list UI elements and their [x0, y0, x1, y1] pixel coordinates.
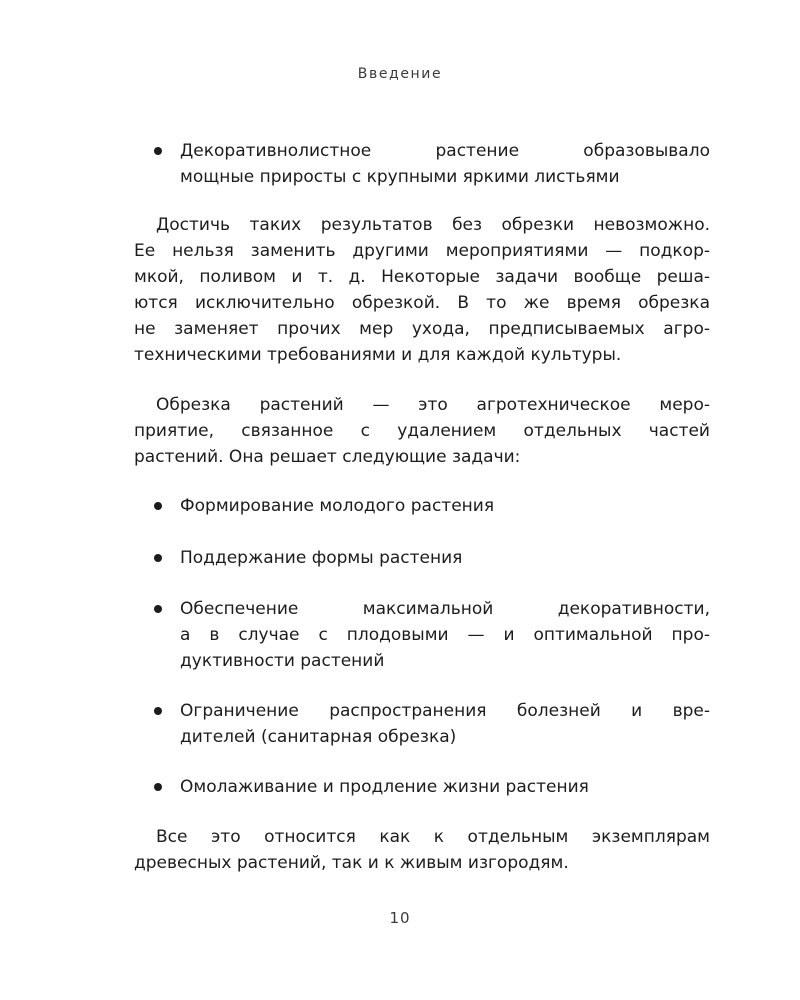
list-item-line: Ограничение распространения болезней и вре-: [180, 701, 710, 721]
bullet-line: мощные приросты с крупными яркими листьями: [180, 167, 620, 187]
bullet-line: Декоративнолистное растение образовывало: [180, 141, 710, 161]
bullet-icon: [154, 147, 162, 155]
list-item-line: Обеспечение максимальной декоративности,: [180, 599, 710, 619]
list-item-line: Формирование молодого растения: [180, 496, 495, 516]
bullet-icon: [154, 605, 162, 613]
paragraph-line: приятие, связанное с удалением отдельных частей: [134, 421, 710, 441]
running-header: Введение: [357, 66, 443, 82]
paragraph-line: мкой, поливом и т. д. Некоторые задачи вообще реша-: [134, 267, 710, 287]
paragraph-line: не заменяет прочих мер ухода, предписываемых агро-: [134, 319, 710, 339]
paragraph-line: Достичь таких результатов без обрезки невозможно.: [156, 215, 710, 235]
paragraph-line: растений. Она решает следующие задачи:: [134, 447, 521, 467]
paragraph-line: древесных растений, так и к живым изгородям.: [134, 853, 569, 873]
paragraph-line: Ее нельзя заменить другими мероприятиями — подкор-: [134, 241, 710, 261]
bullet-icon: [154, 554, 162, 562]
bullet-icon: [154, 502, 162, 510]
list-item-line: Омолаживание и продление жизни растения: [180, 777, 589, 797]
paragraph-line: техническими требованиями и для каждой культуры.: [134, 345, 622, 365]
bullet-icon: [154, 783, 162, 791]
list-item-line: дителей (санитарная обрезка): [180, 727, 457, 747]
paragraph-line: Все это относится как к отдельным экземплярам: [156, 827, 710, 847]
paragraph-line: ются исключительно обрезкой. В то же время обрезка: [134, 293, 710, 313]
list-item-line: дуктивности растений: [180, 651, 385, 671]
list-item-line: а в случае с плодовыми — и оптимальной про-: [180, 625, 710, 645]
bullet-icon: [154, 707, 162, 715]
paragraph-line: Обрезка растений — это агротехническое меро-: [156, 395, 710, 415]
page-number: 10: [389, 909, 411, 927]
list-item-line: Поддержание формы растения: [180, 548, 463, 568]
